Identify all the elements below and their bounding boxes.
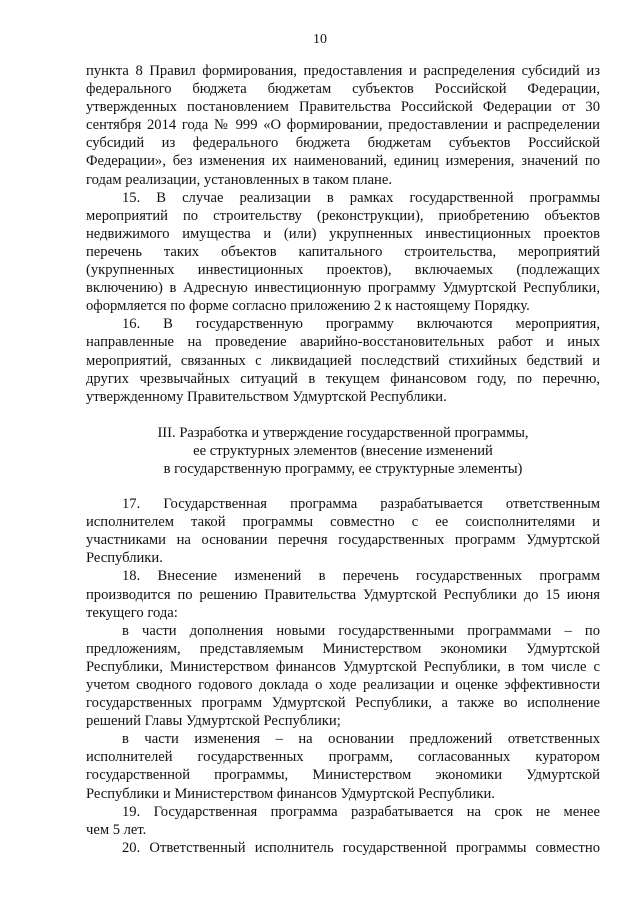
paragraph-line: пункта 8 Правил формирования, предоставления и распределения субсидий из bbox=[86, 63, 600, 79]
paragraph-line: утвержденному Правительством Удмуртской Республики. bbox=[86, 388, 447, 405]
paragraph-line: 15. В случае реализации в рамках государственной программы bbox=[122, 189, 600, 206]
paragraph-line: в части дополнения новыми государственными программами – по bbox=[122, 622, 600, 639]
paragraph-line: перечень таких объектов капитального строительства, мероприятий bbox=[86, 243, 600, 260]
paragraph bbox=[86, 730, 600, 802]
paragraph-line: 17. Государственная программа разрабатывается ответственным bbox=[122, 496, 600, 513]
heading-line: ее структурных элементов (внесение изменений bbox=[193, 442, 493, 459]
heading-spacer bbox=[86, 478, 600, 495]
paragraph bbox=[86, 567, 600, 621]
paragraph-line: оформляется по форме согласно приложению 2 к настоящему Порядку. bbox=[86, 298, 530, 315]
paragraph bbox=[86, 315, 600, 405]
paragraph bbox=[86, 839, 600, 857]
paragraph-line: сентября 2014 года № 999 «О формировании, предоставлении и распределении bbox=[86, 117, 600, 134]
paragraph bbox=[86, 622, 600, 731]
paragraph-line: включению) в Адресную инвестиционную программу Удмуртской Республики, bbox=[86, 280, 600, 297]
paragraph-line: других чрезвычайных ситуаций в текущем финансовом году, по перечню, bbox=[86, 370, 600, 387]
paragraph-line: 19. Государственная программа разрабатывается на срок не менее bbox=[122, 803, 600, 820]
paragraph-line: 16. В государственную программу включаются мероприятия, bbox=[122, 316, 600, 333]
paragraph-line: государственных программ Удмуртской Республики, а также во исполнение bbox=[86, 695, 600, 712]
paragraph-line: производится по решению Правительства Удмуртской Республики до 15 июня bbox=[86, 586, 600, 603]
document-body bbox=[86, 62, 600, 857]
paragraph-line: решений Главы Удмуртской Республики; bbox=[86, 713, 341, 730]
paragraph-line: исполнителей государственных программ, согласованных куратором bbox=[86, 749, 600, 766]
paragraph-line: мероприятий, связанных с ликвидацией последствий стихийных бедствий и bbox=[86, 352, 600, 369]
paragraph-line: Республики, Министерством финансов Удмуртской Республики, в том числе с bbox=[86, 658, 600, 675]
paragraph-line: предложениям, представляемым Министерством экономики Удмуртской bbox=[86, 640, 600, 657]
paragraph-line: 18. Внесение изменений в перечень государственных программ bbox=[122, 568, 600, 585]
paragraph-line: недвижимого имущества и (или) укрупненных инвестиционных проектов bbox=[86, 225, 600, 242]
paragraph-line: (укрупненных инвестиционных проектов), включаемых (подлежащих bbox=[86, 262, 600, 279]
section-heading bbox=[86, 424, 600, 478]
paragraph-line: годам реализации, установленных в таком плане. bbox=[86, 171, 392, 188]
page-number: 10 bbox=[313, 32, 327, 47]
paragraph-line: государственной программы, Министерством экономики Удмуртской bbox=[86, 767, 600, 784]
paragraph bbox=[86, 189, 600, 316]
paragraph-line: в части изменения – на основании предложений ответственных bbox=[122, 731, 600, 748]
paragraph-line: участниками на основании перечня государственных программ Удмуртской bbox=[86, 532, 600, 549]
paragraph-line: учетом сводного годового доклада о ходе реализации и оценке эффективности bbox=[86, 677, 600, 693]
heading-line: III. Разработка и утверждение государственной программы, bbox=[157, 424, 529, 441]
paragraph-line: субсидий из федерального бюджета бюджетам субъектов Российской bbox=[86, 135, 600, 152]
paragraph-line: утвержденных постановлением Правительства Российской Федерации от 30 bbox=[86, 99, 600, 116]
heading-spacer bbox=[86, 406, 600, 424]
paragraph-line: Республики. bbox=[86, 550, 163, 567]
paragraph-line: мероприятий по строительству (реконструкции), приобретению объектов bbox=[86, 207, 600, 224]
paragraph-line: направленные на проведение аварийно-восстановительных работ и иных bbox=[86, 334, 600, 351]
heading-line: в государственную программу, ее структурные элементы) bbox=[163, 460, 523, 477]
paragraph-line: чем 5 лет. bbox=[86, 821, 147, 838]
paragraph-line: исполнителем такой программы совместно с ее соисполнителями и bbox=[86, 514, 600, 531]
paragraph bbox=[86, 495, 600, 567]
paragraph bbox=[86, 803, 600, 839]
paragraph bbox=[86, 62, 600, 189]
paragraph-line: текущего года: bbox=[86, 604, 178, 621]
paragraph-line: Республики и Министерством финансов Удмуртской Республики. bbox=[86, 785, 495, 802]
paragraph-line: 20. Ответственный исполнитель государственной программы совместно bbox=[122, 839, 600, 856]
paragraph-line: федерального бюджета бюджетам субъектов Российской Федерации, bbox=[86, 81, 600, 98]
paragraph-line: Федерации», без изменения их наименований, единиц измерения, значений по bbox=[86, 153, 600, 170]
